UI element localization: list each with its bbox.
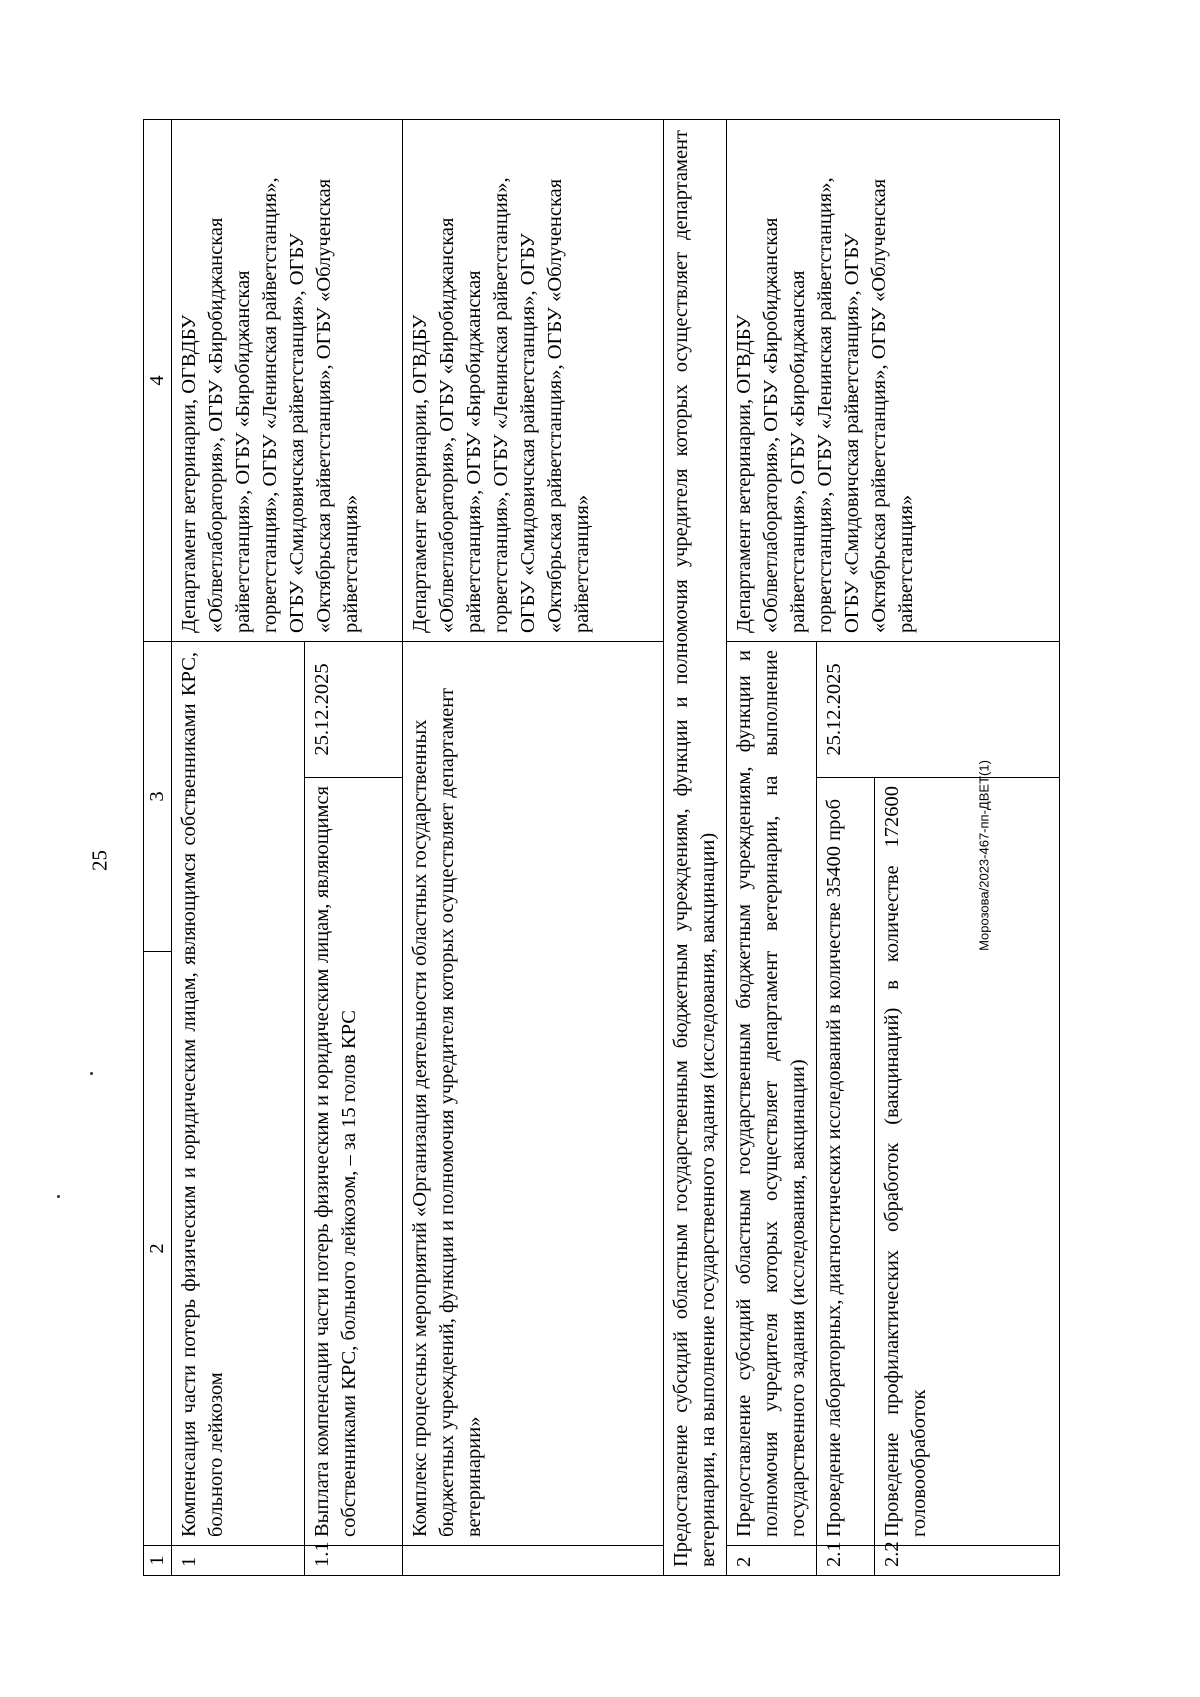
deadline-date-text: 25.12.2025 [311, 663, 333, 756]
subsidy-heading: Предоставление субсидий областным государственным бюджетным учреждениям, функции и полномочия учредителя которых осуществляет департамент ветеринарии, на выполнение государственного задания (исследования, вакцинации) [664, 120, 727, 1576]
activity-description: Компенсация части потерь физическим и юридическим лицам, являющимся собственниками КРС, больного лейкозом [172, 642, 305, 1546]
scan-speck [57, 1195, 60, 1198]
landscape-table-sheet [143, 120, 1060, 1576]
document-code: Морозова/2023-467-пп-ДВЕТ(1) [976, 760, 992, 951]
table-row [664, 120, 727, 1576]
deadline-date [305, 642, 403, 778]
row-number: 1.1 [305, 1546, 403, 1576]
complex-description: Комплекс процессных мероприятий «Организация деятельности областных государственных бюджетных учреждений, функции и полномочия учредителя которых осуществляет департамент ветеринарии» [403, 642, 664, 1546]
activity-description: Предоставление субсидий областным государственным бюджетным учреждениям, функции и полномочия учредителя которых осуществляет департамент ветеринарии, на выполнение государственного задания (исследования, вакцинации) [727, 642, 817, 1546]
table-row [403, 120, 664, 1576]
row-number: 2.2 [875, 1546, 1060, 1576]
header-row [144, 120, 172, 1576]
deadline-date-text: 25.12.2025 [823, 663, 845, 756]
activity-description: Выплата компенсации части потерь физическим и юридическим лицам, являющимся собственниками КРС, больного лейкозом, – за 15 голов КРС [305, 778, 403, 1546]
row-number: 1 [172, 1546, 305, 1576]
responsible-executors: Департамент ветеринарии, ОГВДБУ «Облветлаборатория», ОГБУ «Биробиджанская райветстанция», ОГБУ «Биробиджанская горветстанция», ОГБУ «Ленинская райветстанция», ОГБУ «Смидовичская райветстанция», ОГБУ «Октябрьская райветстанция», ОГБУ «Облученская райветстанция» [172, 120, 403, 642]
header-col-1: 1 [144, 1546, 172, 1576]
table-row [727, 120, 817, 1576]
header-col-3: 3 [144, 642, 172, 952]
activities-table [143, 119, 1060, 1576]
responsible-executors: Департамент ветеринарии, ОГВДБУ «Облветлаборатория», ОГБУ «Биробиджанская райветстанция», ОГБУ «Биробиджанская горветстанция», ОГБУ «Ленинская райветстанция», ОГБУ «Смидовичская райветстанция», ОГБУ «Октябрьская райветстанция», ОГБУ «Облученская райветстанция» [727, 120, 1060, 642]
deadline-date [817, 642, 1060, 778]
header-col-4: 4 [144, 120, 172, 642]
responsible-executors: Департамент ветеринарии, ОГВДБУ «Облветлаборатория», ОГБУ «Биробиджанская райветстанция», ОГБУ «Биробиджанская горветстанция», ОГБУ «Ленинская райветстанция», ОГБУ «Смидовичская райветстанция», ОГБУ «Октябрьская райветстанция», ОГБУ «Облученская райветстанция» [403, 120, 664, 642]
header-col-2: 2 [144, 952, 172, 1546]
activity-description: Проведение лабораторных, диагностических исследований в количестве 35400 проб [817, 778, 875, 1546]
table-row [172, 120, 305, 1576]
row-number: 2.1 [817, 1546, 875, 1576]
row-number: 2 [727, 1546, 817, 1576]
scan-speck [90, 1072, 93, 1075]
page-number: 25 [87, 850, 112, 871]
activity-description: Проведение профилактических обработок (вакцинаций) в количестве 172600 головообработок [875, 778, 1060, 1546]
row-number-empty [403, 1546, 664, 1576]
